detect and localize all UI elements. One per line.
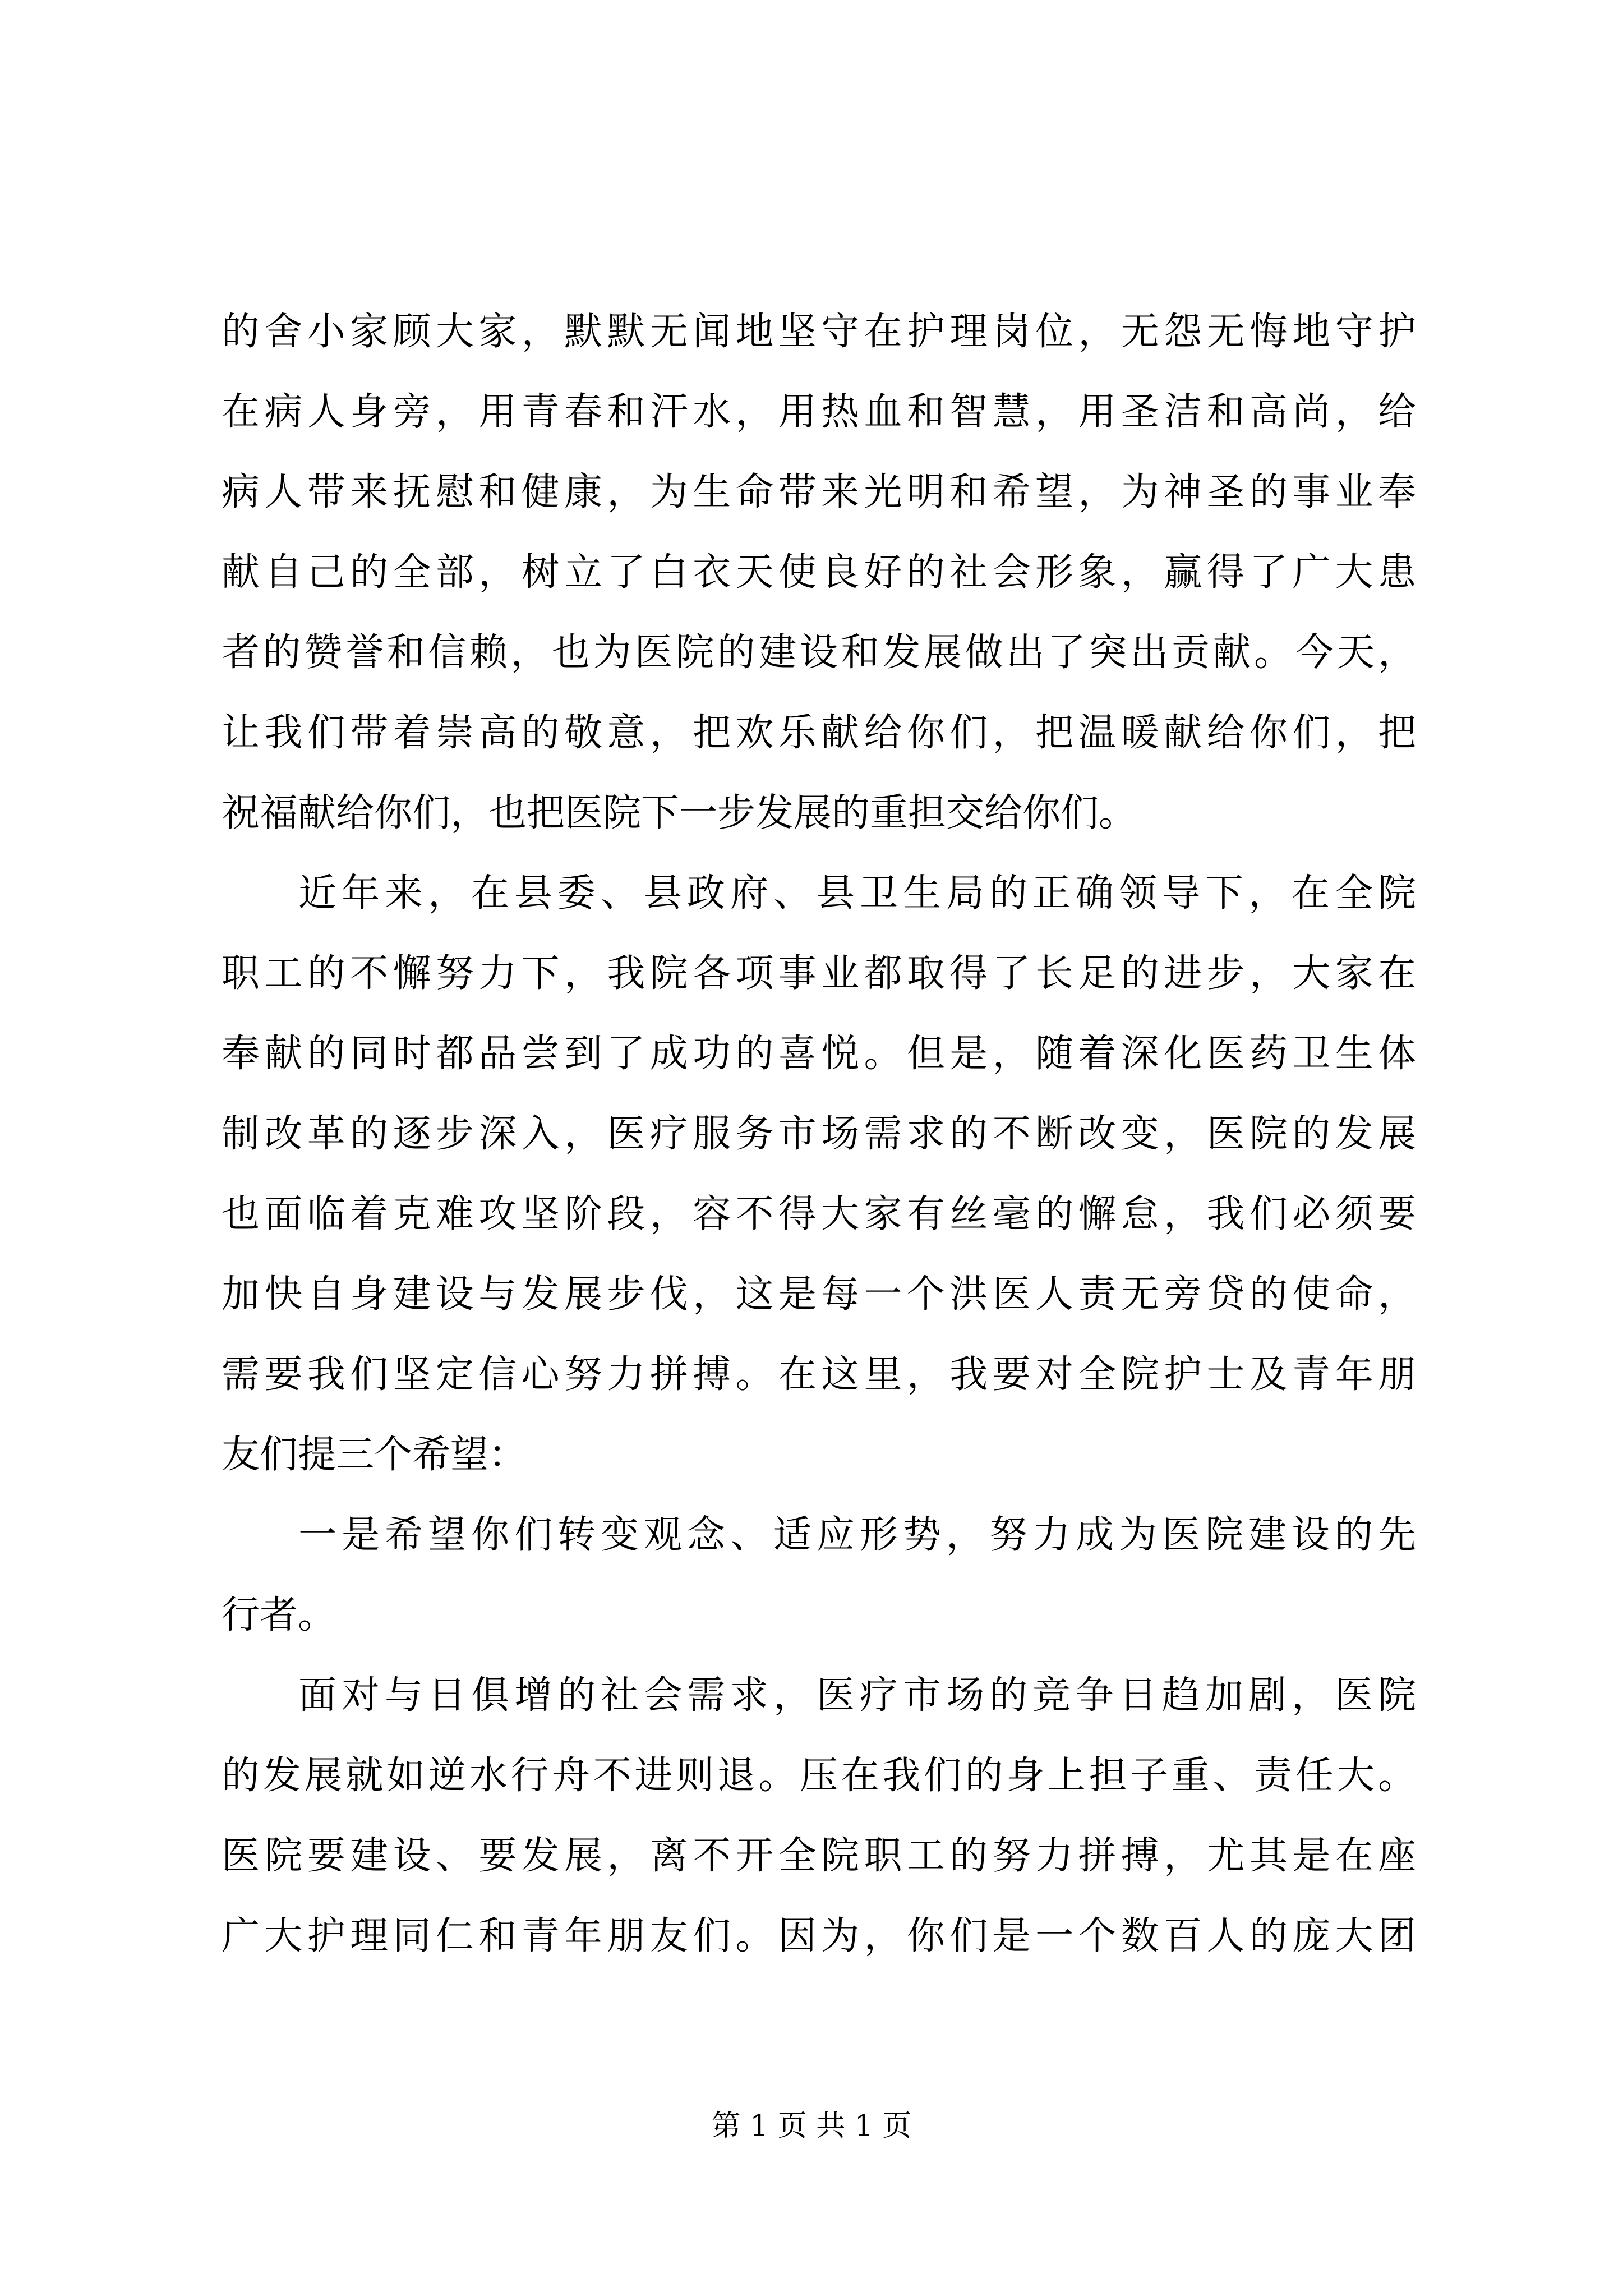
text-line: 的发展就如逆水行舟不进则退。压在我们的身上担子重、责任大。 (222, 1754, 1416, 1798)
page-footer: 第 1 页 共 1 页 (711, 2109, 912, 2143)
text-line: 献自己的全部，树立了白衣天使良好的社会形象，赢得了广大患 (222, 550, 1416, 595)
text-line: 一是希望你们转变观念、适应形势，努力成为医院建设的先 (298, 1513, 1416, 1557)
text-line: 加快自身建设与发展步伐，这是每一个洪医人责无旁贷的使命， (222, 1272, 1416, 1317)
body-text (222, 292, 1416, 1976)
text-line: 制改革的逐步深入，医疗服务市场需求的不断改变，医院的发展 (222, 1112, 1416, 1156)
text-line: 广大护理同仁和青年朋友们。因为，你们是一个数百人的庞大团 (222, 1914, 1416, 1958)
text-line: 近年来，在县委、县政府、县卫生局的正确领导下，在全院 (298, 871, 1416, 915)
text-line: 职工的不懈努力下，我院各项事业都取得了长足的进步，大家在 (222, 951, 1416, 996)
text-line: 祝福献给你们，也把医院下一步发展的重担交给你们。 (222, 791, 1137, 835)
text-line: 需要我们坚定信心努力拼搏。在这里，我要对全院护士及青年朋 (222, 1352, 1416, 1397)
text-line: 的舍小家顾大家，默默无闻地坚守在护理岗位，无怨无悔地守护 (222, 310, 1416, 354)
text-line: 医院要建设、要发展，离不开全院职工的努力拼搏，尤其是在座 (222, 1834, 1416, 1878)
text-line: 行者。 (222, 1593, 336, 1637)
text-line: 面对与日俱增的社会需求，医疗市场的竞争日趋加剧，医院 (298, 1673, 1416, 1718)
text-line: 让我们带着崇高的敬意，把欢乐献给你们，把温暖献给你们，把 (222, 711, 1416, 755)
text-line: 者的赞誉和信赖，也为医院的建设和发展做出了突出贡献。今天， (222, 631, 1416, 675)
text-line: 也面临着克难攻坚阶段，容不得大家有丝毫的懈怠，我们必须要 (222, 1192, 1416, 1236)
text-line: 病人带来抚慰和健康，为生命带来光明和希望，为神圣的事业奉 (222, 470, 1416, 514)
text-line: 友们提三个希望： (222, 1433, 527, 1477)
text-line: 奉献的同时都品尝到了成功的喜悦。但是，随着深化医药卫生体 (222, 1032, 1416, 1076)
text-line: 在病人身旁，用青春和汗水，用热血和智慧，用圣洁和高尚，给 (222, 390, 1416, 434)
